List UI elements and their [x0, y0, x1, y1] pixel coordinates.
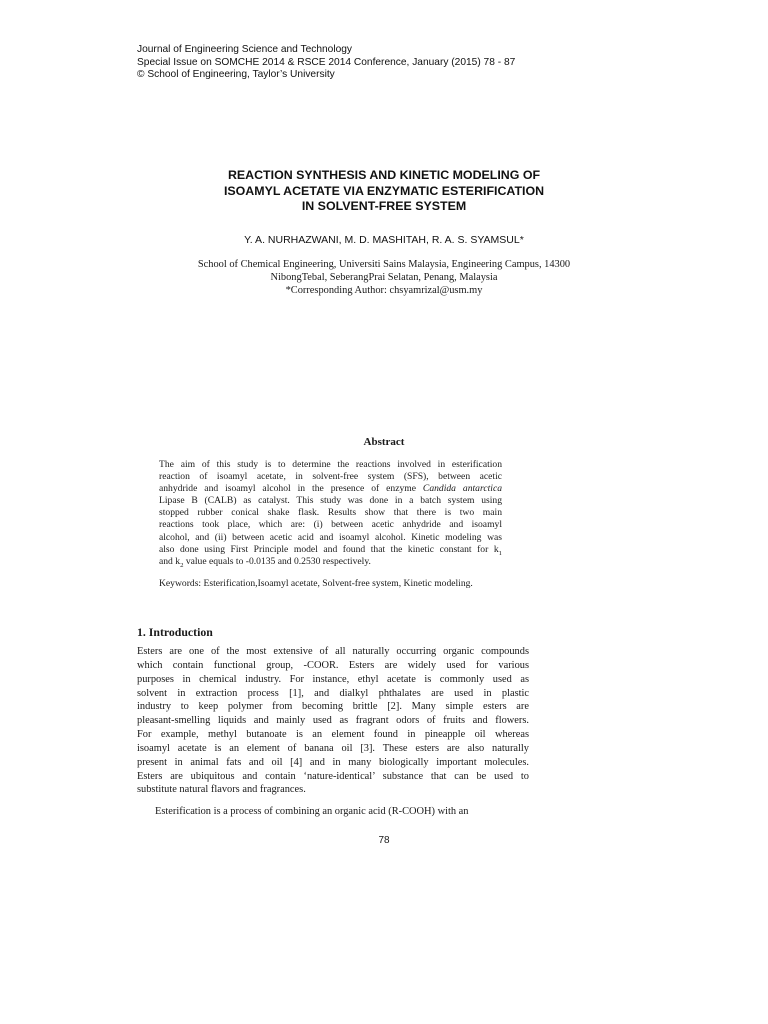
paragraph-line: solvent in extraction process [1], and dialkyl phthalates are used in plastic: [137, 687, 529, 699]
abstract-line-text: value equals to -0.0135 and 0.2530 respectively.: [183, 555, 371, 567]
corresponding-author: *Corresponding Author: chsyamrizal@usm.my: [285, 285, 483, 297]
authors: Y. A. NURHAZWANI, M. D. MASHITAH, R. A. S. SYAMSUL*: [244, 234, 524, 246]
title-line-3: IN SOLVENT-FREE SYSTEM: [301, 199, 467, 213]
abstract-line: reactions took place, which are: (i) between acetic anhydride and isoamyl: [159, 519, 502, 531]
journal-header: [137, 44, 515, 82]
abstract-line-text: and k: [159, 555, 181, 567]
abstract-line: stopped rubber conical shake flask. Results show that there is two main: [159, 507, 502, 519]
special-issue: Special Issue on SOMCHE 2014 & RSCE 2014 Conference, January (2015) 78 - 87: [137, 56, 516, 68]
copyright: © School of Engineering, Taylor’s University: [137, 69, 335, 80]
keywords: Keywords: Esterification,Isoamyl acetate, Solvent-free system, Kinetic modeling.: [159, 578, 473, 589]
title-line-2: ISOAMYL ACETATE VIA ENZYMATIC ESTERIFICATION: [223, 183, 545, 198]
paragraph-line: present in animal fats and oil [4] and in many biologically important molecules.: [137, 756, 529, 768]
page-number: 78: [378, 835, 390, 846]
paragraph-line: substitute natural flavors and fragrances.: [137, 784, 306, 796]
section-heading-introduction: 1. Introduction: [137, 625, 213, 639]
introduction-paragraph: [137, 645, 529, 797]
abstract-line: reaction of isoamyl acetate, in solvent-free system (SFS), between acetic: [159, 471, 502, 483]
journal-name: Journal of Engineering Science and Technology: [137, 44, 353, 55]
paragraph-line: isoamyl acetate is an element of banana oil [3]. These esters are also naturally: [137, 742, 529, 754]
paragraph-start: Esterification is a process of combining an organic acid (R-COOH) with an: [155, 806, 469, 817]
title-line-1: REACTION SYNTHESIS AND KINETIC MODELING OF: [227, 168, 541, 182]
paragraph-line: industry to keep polymer from becoming brittle [2]. Many simple esters are: [137, 701, 529, 713]
paragraph-line: pleasant-smelling liquids and mainly used as fragrant odors of fruits and flowers.: [137, 715, 529, 727]
subscript-k1: 1: [498, 549, 502, 556]
abstract-heading: Abstract: [363, 436, 405, 448]
paragraph-line: For example, methyl butanoate is an element found in pineapple oil whereas: [137, 729, 529, 741]
paper-title: [100, 168, 668, 215]
abstract-line: alcohol, and (ii) between acetic acid and isoamyl alcohol. Kinetic modeling was: [159, 531, 502, 543]
paragraph-line: Esters are ubiquitous and contain ‘nature-identical’ substance that can be used to: [137, 770, 529, 782]
affiliation: [100, 258, 668, 298]
abstract-line-text: also done using First Principle model and found that the kinetic constant for k: [159, 543, 499, 555]
affiliation-line-1: School of Chemical Engineering, Universiti Sains Malaysia, Engineering Campus, 14300: [197, 259, 571, 270]
abstract-line-text: anhydride and isoamyl alcohol in the presence of enzyme: [159, 483, 416, 495]
affiliation-line-2: NibongTebal, SeberangPrai Selatan, Penang, Malaysia: [270, 272, 498, 284]
abstract-line: The aim of this study is to determine the reactions involved in esterification: [159, 459, 502, 470]
abstract-line: [159, 544, 502, 556]
species-name: Candida antarctica: [422, 483, 502, 495]
abstract-body: [159, 459, 502, 568]
paragraph-line: Esters are one of the most extensive of all naturally occurring organic compounds: [137, 646, 529, 657]
abstract-line: [159, 483, 502, 495]
paragraph-line: which contain functional group, -COOR. Esters are widely used for various: [137, 659, 529, 671]
subscript-k2: 2: [180, 561, 184, 568]
abstract-line: [159, 556, 502, 568]
abstract-line: Lipase B (CALB) as catalyst. This study was done in a batch system using: [159, 495, 502, 507]
paragraph-line: purposes in chemical industry. For instance, ethyl acetate is commonly used as: [137, 673, 529, 685]
